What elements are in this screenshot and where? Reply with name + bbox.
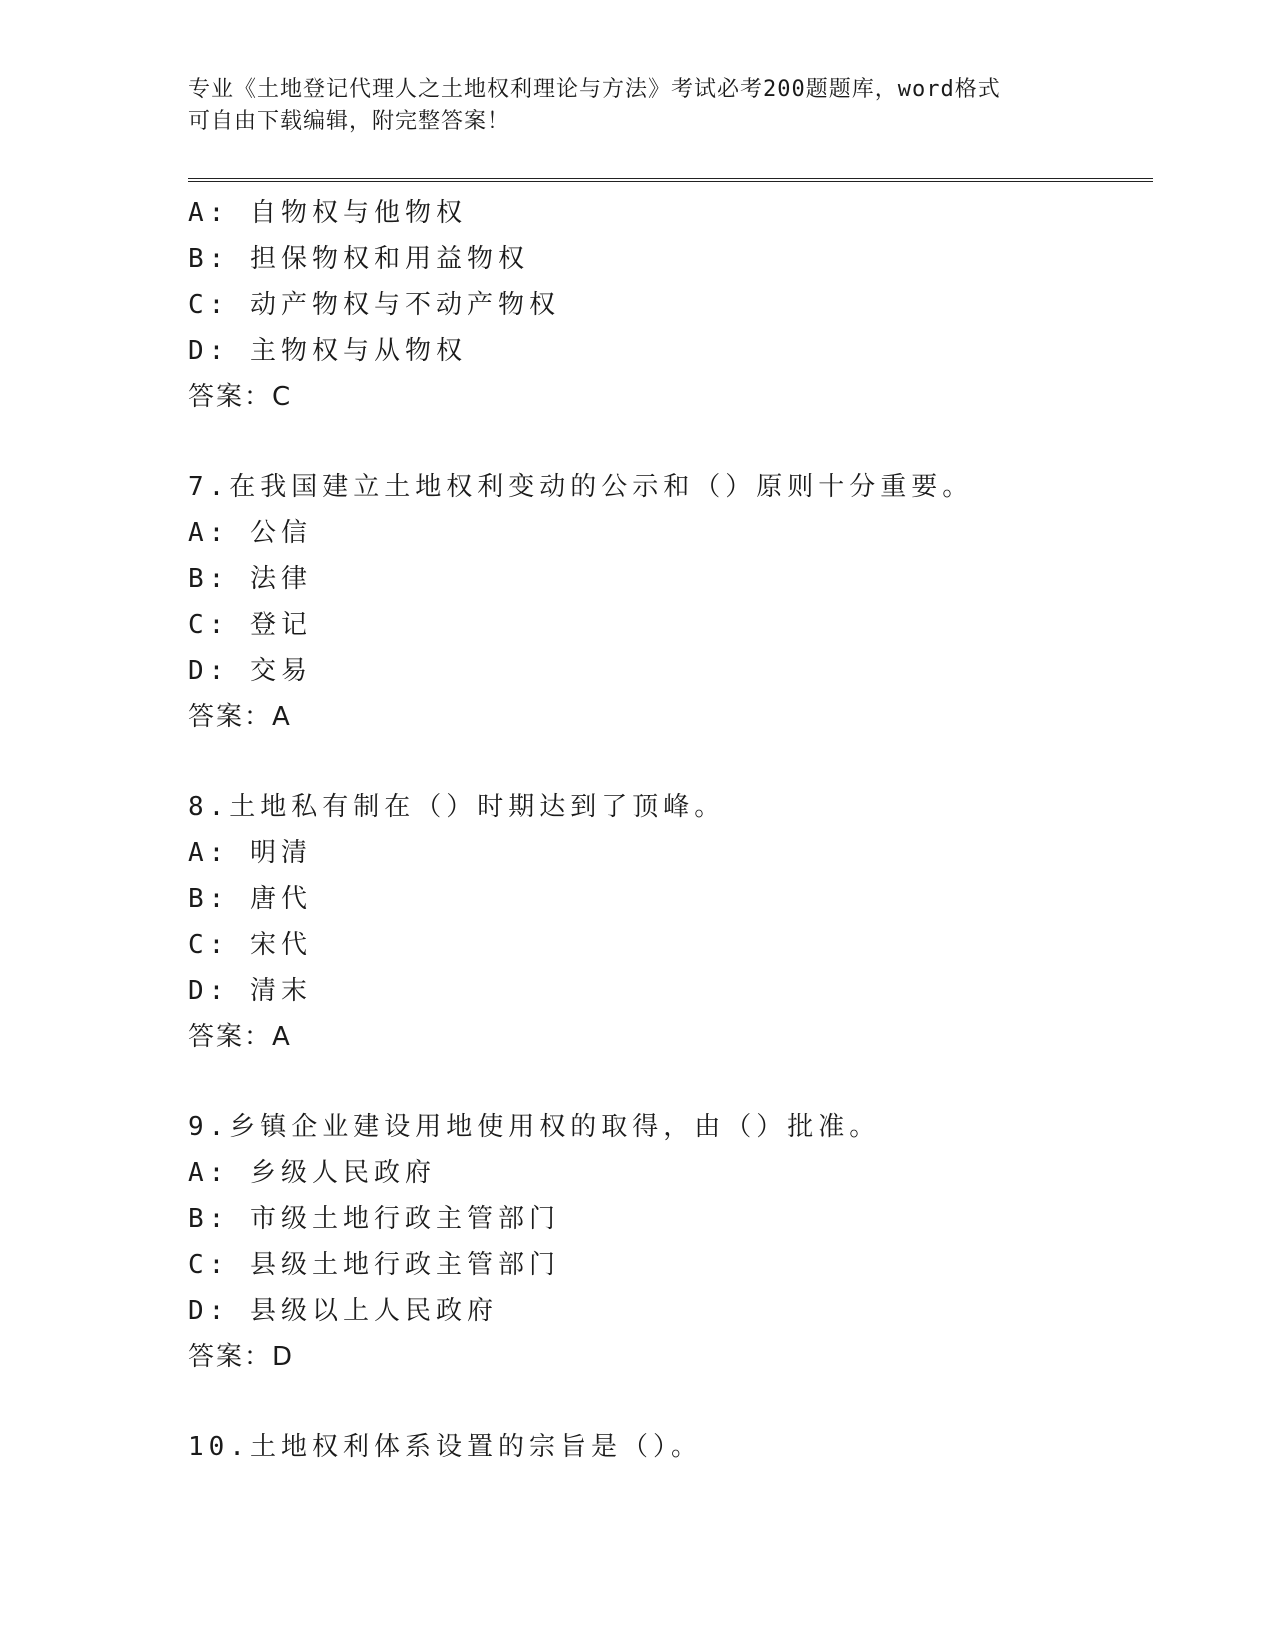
option-d: D: 交易 — [188, 656, 312, 686]
option-a: A: 公信 — [188, 518, 312, 548]
document-header — [188, 74, 1088, 138]
answer-line: 答案：A — [188, 702, 292, 732]
option-c: C: 县级土地行政主管部门 — [188, 1250, 560, 1280]
option-c: C: 宋代 — [188, 930, 312, 960]
option-b: B: 法律 — [188, 564, 312, 594]
option-b: B: 市级土地行政主管部门 — [188, 1204, 560, 1234]
question-text: 7.在我国建立土地权利变动的公示和（）原则十分重要。 — [188, 472, 974, 502]
question-block — [188, 1104, 1153, 1380]
answer-line: 答案：C — [188, 382, 293, 412]
block-spacer — [188, 420, 1153, 464]
question-block — [188, 1424, 1153, 1470]
option-c: C: 动产物权与不动产物权 — [188, 290, 560, 320]
block-spacer — [188, 1060, 1153, 1104]
option-d: D: 主物权与从物权 — [188, 336, 467, 366]
question-block — [188, 464, 1153, 740]
option-b: B: 唐代 — [188, 884, 312, 914]
option-a: A: 乡级人民政府 — [188, 1158, 436, 1188]
header-line-2: 可自由下载编辑，附完整答案！ — [188, 109, 511, 134]
question-block — [188, 784, 1153, 1060]
header-divider — [188, 178, 1153, 182]
option-b: B: 担保物权和用益物权 — [188, 244, 529, 274]
question-text: 8.土地私有制在（）时期达到了顶峰。 — [188, 792, 726, 822]
question-text: 10.土地权利体系设置的宗旨是（）。 — [188, 1432, 702, 1462]
header-line-1: 专业《土地登记代理人之土地权利理论与方法》考试必考200题题库，word格式 — [188, 77, 1001, 102]
question-list — [188, 190, 1153, 1470]
option-a: A: 自物权与他物权 — [188, 198, 467, 228]
block-spacer — [188, 740, 1153, 784]
option-d: D: 清末 — [188, 976, 312, 1006]
answer-line: 答案：D — [188, 1342, 295, 1372]
question-text: 9.乡镇企业建设用地使用权的取得，由（）批准。 — [188, 1112, 881, 1142]
answer-line: 答案：A — [188, 1022, 292, 1052]
block-spacer — [188, 1380, 1153, 1424]
option-d: D: 县级以上人民政府 — [188, 1296, 498, 1326]
option-c: C: 登记 — [188, 610, 312, 640]
option-a: A: 明清 — [188, 838, 312, 868]
question-block — [188, 190, 1153, 420]
